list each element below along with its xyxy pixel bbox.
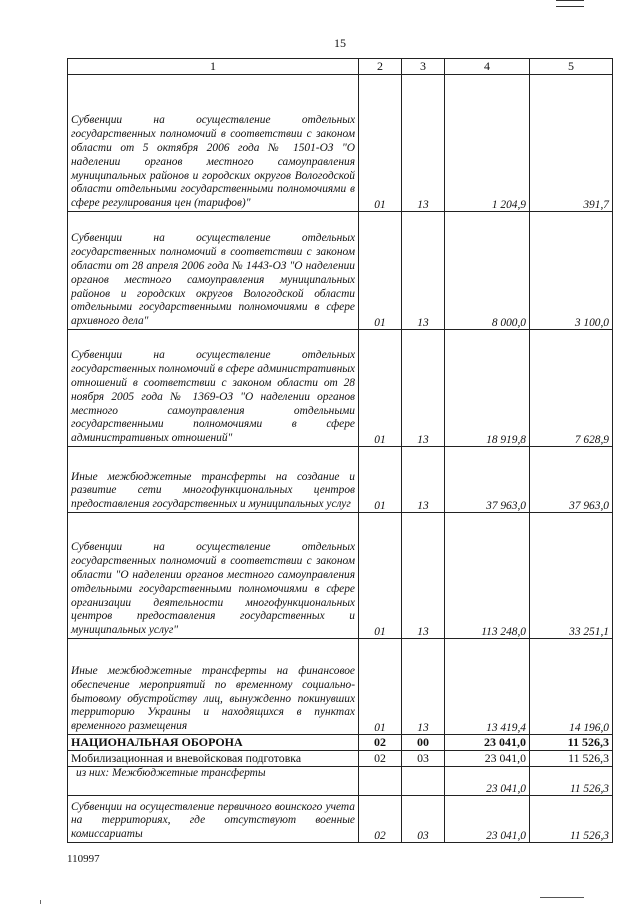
section-code: 02 [359, 796, 402, 843]
row-description: Иные межбюджетные трансферты на создание и развитие сети многофункциональных центров предоставления государственных и муниципальных услуг [68, 447, 359, 513]
header-col-3: 3 [402, 59, 445, 75]
subsection-code: 13 [402, 330, 445, 447]
section-code: 01 [359, 513, 402, 639]
section-code: 01 [359, 212, 402, 330]
table-row [68, 447, 613, 513]
section-code: 01 [359, 75, 402, 212]
amount-col-4: 13 419,4 [445, 639, 530, 735]
amount-col-5: 33 251,1 [530, 513, 613, 639]
amount-col-5: 3 100,0 [530, 212, 613, 330]
subsection-code: 03 [402, 751, 445, 767]
bottom-scan-mark [540, 897, 584, 900]
row-description: Субвенции на осуществление отдельных государственных полномочий в соответствии с законом области от 28 апреля 2006 года № 1443-ОЗ "О наделении органов местного самоуправления муниципальных районов и городских округов Вологодской области отдельными государственными полномочиями в сфере архивного дела" [68, 212, 359, 330]
row-description: Субвенции на осуществление отдельных государственных полномочий в сфере административных отношений в соответствии с законом области от 28 ноября 2005 года № 1369-ОЗ "О наделении органов местного самоуправления отдельными государственными полномочиями в сфере административных отношений" [68, 330, 359, 447]
amount-col-5: 11 526,3 [530, 735, 613, 751]
subsection-code: 03 [402, 796, 445, 843]
subsection-code: 13 [402, 513, 445, 639]
table-row [68, 75, 613, 212]
subsection-code: 13 [402, 639, 445, 735]
section-code: 02 [359, 751, 402, 767]
header-col-5: 5 [530, 59, 613, 75]
section-code: 01 [359, 447, 402, 513]
subsection-code [402, 767, 445, 796]
table-row-transfers [68, 767, 613, 796]
section-code: 02 [359, 735, 402, 751]
amount-col-4: 23 041,0 [445, 767, 530, 796]
amount-col-4: 8 000,0 [445, 212, 530, 330]
subsection-code: 13 [402, 75, 445, 212]
subsection-code: 13 [402, 212, 445, 330]
amount-col-5: 11 526,3 [530, 751, 613, 767]
subsection-code: 13 [402, 447, 445, 513]
section-code [359, 767, 402, 796]
budget-table [67, 58, 613, 843]
amount-col-5: 11 526,3 [530, 767, 613, 796]
amount-col-4: 113 248,0 [445, 513, 530, 639]
row-description: из них: Межбюджетные трансферты [68, 767, 359, 796]
amount-col-4: 37 963,0 [445, 447, 530, 513]
header-col-4: 4 [445, 59, 530, 75]
row-description: НАЦИОНАЛЬНАЯ ОБОРОНА [68, 735, 359, 751]
table-row [68, 796, 613, 843]
row-description: Субвенции на осуществление первичного воинского учета на территориях, где отсутствуют военные комиссариаты [68, 796, 359, 843]
table-row [68, 639, 613, 735]
edge-scan-mark [40, 900, 41, 904]
table-row-section-total [68, 735, 613, 751]
amount-col-4: 1 204,9 [445, 75, 530, 212]
table-row [68, 330, 613, 447]
row-description: Мобилизационная и вневойсковая подготовка [68, 751, 359, 767]
table-row [68, 212, 613, 330]
amount-col-5: 391,7 [530, 75, 613, 212]
amount-col-5: 37 963,0 [530, 447, 613, 513]
row-description: Иные межбюджетные трансферты на финансовое обеспечение мероприятий по временному социально-бытовому обустройству лиц, вынужденно покинувших территорию Украины и находящихся в пунктах временного размещения [68, 639, 359, 735]
page-number: 15 [334, 36, 346, 50]
table-row [68, 513, 613, 639]
section-code: 01 [359, 639, 402, 735]
header-row [68, 59, 613, 75]
amount-col-4: 18 919,8 [445, 330, 530, 447]
corner-scan-mark [556, 0, 584, 7]
header-col-2: 2 [359, 59, 402, 75]
amount-col-4: 23 041,0 [445, 751, 530, 767]
section-code: 01 [359, 330, 402, 447]
row-description: Субвенции на осуществление отдельных государственных полномочий в соответствии с законом области от 5 октября 2006 года № 1501-ОЗ "О наделении органов местного самоуправления муниципальных районов и городских округов Вологодской области отдельными государственными полномочиями в сфере регулирования цен (тарифов)" [68, 75, 359, 212]
amount-col-5: 11 526,3 [530, 796, 613, 843]
subsection-code: 00 [402, 735, 445, 751]
document-code: 110997 [67, 853, 100, 865]
header-col-1: 1 [68, 59, 359, 75]
table-row-subsection [68, 751, 613, 767]
row-description: Субвенции на осуществление отдельных государственных полномочий в соответствии с законом области "О наделении органов местного самоуправления отдельными государственными полномочиями в сфере организации деятельности многофункциональных центров предоставления государственных и муниципальных услуг" [68, 513, 359, 639]
amount-col-5: 7 628,9 [530, 330, 613, 447]
amount-col-4: 23 041,0 [445, 735, 530, 751]
amount-col-5: 14 196,0 [530, 639, 613, 735]
amount-col-4: 23 041,0 [445, 796, 530, 843]
